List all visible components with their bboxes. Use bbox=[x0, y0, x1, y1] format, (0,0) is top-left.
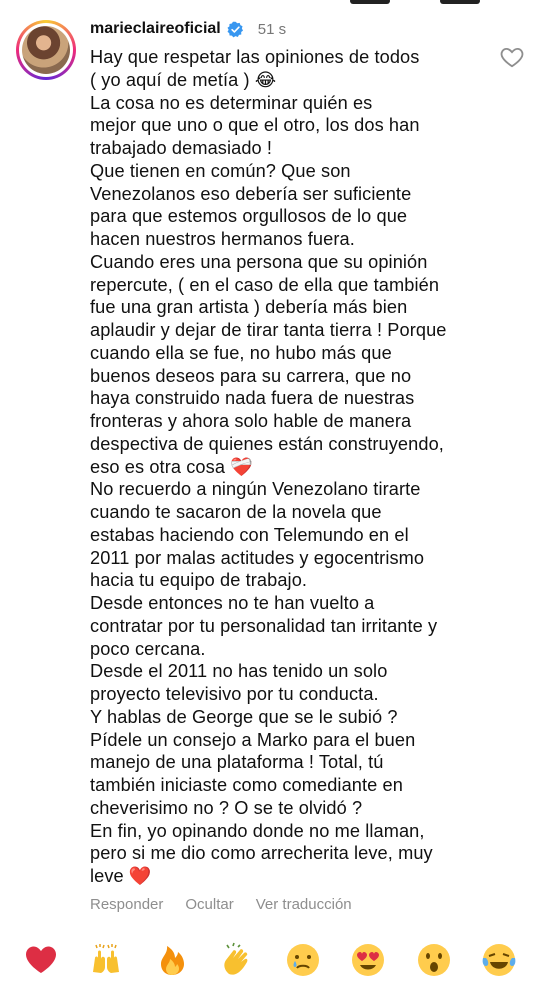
avatar[interactable] bbox=[16, 20, 76, 80]
comment-line: haya construido nada fuera de nuestras bbox=[90, 388, 415, 409]
comment-line: Hay que respetar las opiniones de todos bbox=[90, 47, 420, 67]
comment-line: En fin, yo opinando donde no me llaman, bbox=[90, 820, 425, 841]
comment-line: 2011 por malas actitudes y egocentrismo bbox=[90, 547, 425, 568]
comment-line: también iniciaste como comediante en bbox=[90, 775, 403, 795]
comment-line: despectiva de quienes están construyendo, bbox=[90, 433, 444, 454]
comment-line: aplaudir y dejar de tirar tanta tierra ! Porque bbox=[90, 320, 447, 340]
heart-outline-icon[interactable] bbox=[499, 44, 527, 70]
surprised-face-emoji[interactable] bbox=[414, 940, 454, 980]
comment-line: buenos deseos para su carrera, que no bbox=[90, 365, 412, 386]
tears-of-joy-emoji[interactable] bbox=[479, 940, 519, 980]
comment-line: mejor que uno o que el otro, los dos han bbox=[90, 115, 420, 136]
comment-line: pero si me dio como arrecherita leve, muy bbox=[90, 843, 433, 864]
comment-line: fronteras y ahora solo hable de manera bbox=[90, 411, 412, 431]
comment-line: Venezolanos eso debería ser suficiente bbox=[90, 183, 412, 204]
status-bar-segment bbox=[440, 0, 480, 4]
comment-line: para que estemos orgullosos de lo que bbox=[90, 206, 408, 227]
comment-line: Cuando eres una persona que su opinión bbox=[90, 251, 428, 272]
comment-line: No recuerdo a ningún Venezolano tirarte bbox=[90, 479, 421, 500]
comment-line: Que tienen en común? Que son bbox=[90, 160, 351, 181]
comment-text bbox=[90, 46, 480, 888]
clapping-hands-emoji[interactable] bbox=[217, 940, 257, 980]
comment-line: proyecto televisivo por tu conducta. bbox=[90, 684, 379, 704]
avatar-image bbox=[22, 26, 70, 74]
comment-actions bbox=[90, 896, 490, 913]
comment-line: repercute, ( en el caso de ella que también bbox=[90, 274, 440, 295]
comment-line: fue una gran artista ) debería más bien bbox=[90, 297, 408, 318]
crying-face-emoji[interactable] bbox=[283, 940, 323, 980]
status-bar-segment bbox=[350, 0, 390, 4]
comment-line: cuando te sacaron de la novela que bbox=[90, 502, 382, 522]
fire-emoji[interactable] bbox=[152, 940, 192, 980]
comment-line: La cosa no es determinar quién es bbox=[90, 92, 373, 113]
comment-line: leve ❤️ bbox=[90, 866, 152, 886]
reply-button[interactable]: Responder bbox=[90, 895, 164, 913]
comment-timestamp: 51 s bbox=[257, 20, 287, 38]
comment-line: ( yo aquí de metía ) 😂 bbox=[90, 69, 277, 90]
status-bar-fragment bbox=[0, 0, 540, 4]
comment-body bbox=[90, 14, 490, 913]
comment-line: trabajado demasiado ! bbox=[90, 138, 273, 158]
comment-line: Pídele un consejo a Marko para el buen bbox=[90, 729, 416, 750]
translate-button[interactable]: Ver traducción bbox=[255, 895, 352, 913]
comment-line: contratar por tu personalidad tan irritante y bbox=[90, 615, 438, 636]
comment-line: hacia tu equipo de trabajo. bbox=[90, 570, 308, 591]
quick-reactions-bar bbox=[0, 930, 540, 989]
username[interactable]: marieclaireoficial bbox=[90, 20, 221, 37]
raising-hands-emoji[interactable] bbox=[86, 940, 126, 980]
heart-eyes-emoji[interactable] bbox=[348, 940, 388, 980]
hide-button[interactable]: Ocultar bbox=[185, 895, 234, 913]
comment-line: cuando ella se fue, no hubo más que bbox=[90, 342, 392, 363]
red-heart-emoji[interactable] bbox=[21, 940, 61, 980]
comment-line: eso es otra cosa ❤️‍🩹 bbox=[90, 456, 253, 477]
comment-line: hacen nuestros hermanos fuera. bbox=[90, 229, 355, 249]
comment-line: estabas haciendo con Telemundo en el bbox=[90, 524, 409, 545]
verified-badge-icon bbox=[227, 21, 244, 38]
comment-line: cheverisimo no ? O se te olvidó ? bbox=[90, 797, 363, 818]
comment-line: Y hablas de George que se le subió ? bbox=[90, 706, 398, 727]
comment-line: Desde el 2011 no has tenido un solo bbox=[90, 661, 388, 682]
comment-line: Desde entonces no te han vuelto a bbox=[90, 593, 375, 613]
comment-line: manejo de una plataforma ! Total, tú bbox=[90, 752, 384, 773]
comment-line: poco cercana. bbox=[90, 638, 206, 659]
comment-header bbox=[90, 14, 490, 44]
